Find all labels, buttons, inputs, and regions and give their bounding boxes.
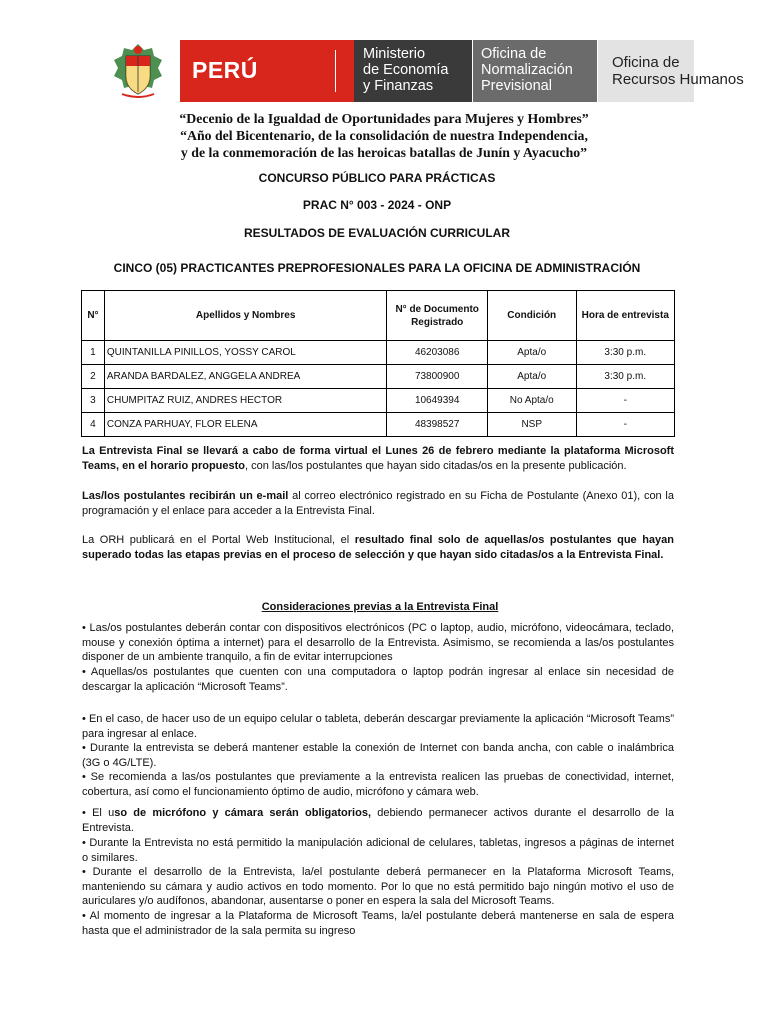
table-row bbox=[82, 413, 675, 437]
coat-of-arms-icon bbox=[100, 40, 176, 102]
consideration-item: • Las/os postulantes deberán contar con dispositivos electrónicos (PC o laptop, audio, micrófono, videocámara, teclado, mouse y conexión óptima a internet) para el desarrollo de la Entrevista. Asimismo, se recomienda a las/os postulantes disponer de un ambiente tranquilo, a fin de evitar interrupciones bbox=[82, 622, 674, 663]
col-number: N° bbox=[82, 291, 105, 341]
contest-code: PRAC N° 003 - 2024 - ONP bbox=[302, 198, 452, 212]
row-number: 3 bbox=[82, 389, 105, 413]
mef-brand bbox=[354, 40, 472, 102]
row-time: - bbox=[576, 389, 674, 413]
table-row bbox=[82, 389, 675, 413]
onp-brand bbox=[473, 40, 597, 102]
email-rest: al correo electrónico registrado en su Ficha de Postulante (Anexo 01), con la programación y el enlace para acceder a la Entrevista Final. bbox=[82, 490, 674, 517]
mef-line: Ministerio bbox=[363, 46, 426, 62]
results-title: RESULTADOS DE EVALUACIÓN CURRICULAR bbox=[244, 226, 510, 240]
motto-line: “Año del Bicentenario, de la consolidación de nuestra Independencia, bbox=[180, 128, 588, 143]
consideration-item: • En el caso, de hacer uso de un equipo celular o tableta, deberán descargar previamente la aplicación “Microsoft Teams” para ingresar al enlace. bbox=[82, 713, 674, 740]
row-number: 2 bbox=[82, 365, 105, 389]
row-time: 3:30 p.m. bbox=[576, 365, 674, 389]
mef-line: de Economía bbox=[363, 62, 449, 78]
row-name: ARANDA BARDALEZ, ANGGELA ANDREA bbox=[104, 365, 387, 389]
peru-label: PERÚ bbox=[192, 57, 258, 83]
row-name: CONZA PARHUAY, FLOR ELENA bbox=[104, 413, 387, 437]
row-document: 10649394 bbox=[387, 389, 488, 413]
row-condition: No Apta/o bbox=[487, 389, 576, 413]
interview-paragraph bbox=[82, 444, 674, 473]
row-time: - bbox=[576, 413, 674, 437]
email-paragraph bbox=[82, 489, 674, 518]
table-header-row bbox=[82, 291, 675, 341]
positions-title: CINCO (05) PRACTICANTES PREPROFESIONALES PARA LA OFICINA DE ADMINISTRACIÓN bbox=[113, 261, 641, 275]
peru-brand bbox=[180, 40, 354, 102]
row-condition: NSP bbox=[487, 413, 576, 437]
col-condition: Condición bbox=[487, 291, 576, 341]
row-number: 1 bbox=[82, 341, 105, 365]
publication-start: La ORH publicará en el Portal Web Institucional, el bbox=[82, 534, 355, 546]
consideration-item: • Durante la entrevista se deberá mantener estable la conexión de Internet con banda ancha, con cable o inalámbrica (3G o 4G/LTE). bbox=[82, 742, 674, 769]
onp-line: Oficina de bbox=[481, 46, 547, 62]
row-number: 4 bbox=[82, 413, 105, 437]
row-name: QUINTANILLA PINILLOS, YOSSY CAROL bbox=[104, 341, 387, 365]
col-name: Apellidos y Nombres bbox=[104, 291, 387, 341]
orh-brand bbox=[598, 40, 744, 102]
mef-line: y Finanzas bbox=[363, 78, 434, 94]
mic-start: • El u bbox=[82, 807, 115, 819]
col-interview-time: Hora de entrevista bbox=[576, 291, 674, 341]
onp-line: Normalización bbox=[481, 62, 573, 78]
interview-rest: , con las/los postulantes que hayan sido citadas/os en la presente publicación. bbox=[245, 459, 627, 472]
email-bold: Las/los postulantes recibirán un e-mail bbox=[82, 490, 289, 502]
results-table bbox=[81, 290, 675, 437]
col-document: N° de Documento Registrado bbox=[387, 291, 488, 341]
consideration-item: • Aquellas/os postulantes que cuenten con una computadora o laptop podrán ingresar al enlace sin necesidad de descargar la aplicación “Microsoft Teams”. bbox=[82, 666, 674, 693]
motto-line: “Decenio de la Igualdad de Oportunidades para Mujeres y Hombres” bbox=[179, 111, 589, 126]
row-document: 46203086 bbox=[387, 341, 488, 365]
consideration-item: • Se recomienda a las/os postulantes que previamente a la entrevista realicen las pruebas de conectividad, internet, cobertura, así como el funcionamiento óptimo de audio, micrófono y cámara web. bbox=[82, 771, 674, 798]
considerations-title: Consideraciones previas a la Entrevista Final bbox=[261, 601, 499, 613]
row-condition: Apta/o bbox=[487, 341, 576, 365]
publication-bold: resultado final solo de aquellas/os postulantes que hayan superado todas las etapas previas en el proceso de selección y que hayan sido citadas/os a la Entrevista Final. bbox=[82, 534, 674, 561]
orh-line: Recursos Humanos bbox=[612, 71, 744, 88]
brand-divider bbox=[335, 50, 336, 92]
onp-line: Previsional bbox=[481, 78, 552, 94]
interview-bold: La Entrevista Final se llevará a cabo de forma virtual el Lunes 26 de febrero mediante la plataforma Microsoft Teams, en el horario propuesto bbox=[82, 445, 674, 472]
consideration-item: • Durante la Entrevista no está permitido la manipulación adicional de celulares, tabletas, ingresos a páginas de internet o similares. bbox=[82, 837, 674, 864]
mottos bbox=[0, 110, 768, 161]
row-document: 73800900 bbox=[387, 365, 488, 389]
mic-bold: so de micrófono y cámara serán obligatorios, bbox=[114, 807, 372, 819]
table-row bbox=[82, 365, 675, 389]
consideration-item: • Al momento de ingresar a la Plataforma de Microsoft Teams, la/el postulante deberá mantenerse en sala de espera hasta que el administrador de la sala permita su ingreso bbox=[82, 910, 674, 937]
row-name: CHUMPITAZ RUIZ, ANDRES HECTOR bbox=[104, 389, 387, 413]
consideration-item: • Durante el desarrollo de la Entrevista, la/el postulante deberá permanecer en la Plataforma Microsoft Teams, manteniendo su cámara y audio activos en todo momento. Por lo que no está permitido bajo ningún motivo el uso de auriculares y/o audífonos, abandonar, ausentarse o poner en espera la sala del Microsoft Teams. bbox=[82, 866, 674, 907]
consideration-item bbox=[82, 806, 674, 835]
motto-line: y de la conmemoración de las heroicas batallas de Junín y Ayacucho” bbox=[180, 145, 588, 160]
table-row bbox=[82, 341, 675, 365]
row-document: 48398527 bbox=[387, 413, 488, 437]
institution-header bbox=[100, 40, 744, 102]
row-time: 3:30 p.m. bbox=[576, 341, 674, 365]
publication-paragraph bbox=[82, 533, 674, 562]
contest-title: CONCURSO PÚBLICO PARA PRÁCTICAS bbox=[258, 171, 496, 185]
row-condition: Apta/o bbox=[487, 365, 576, 389]
orh-line: Oficina de bbox=[612, 54, 680, 71]
mic-rest: debiendo permanecer activos durante el desarrollo de la Entrevista. bbox=[82, 807, 674, 834]
